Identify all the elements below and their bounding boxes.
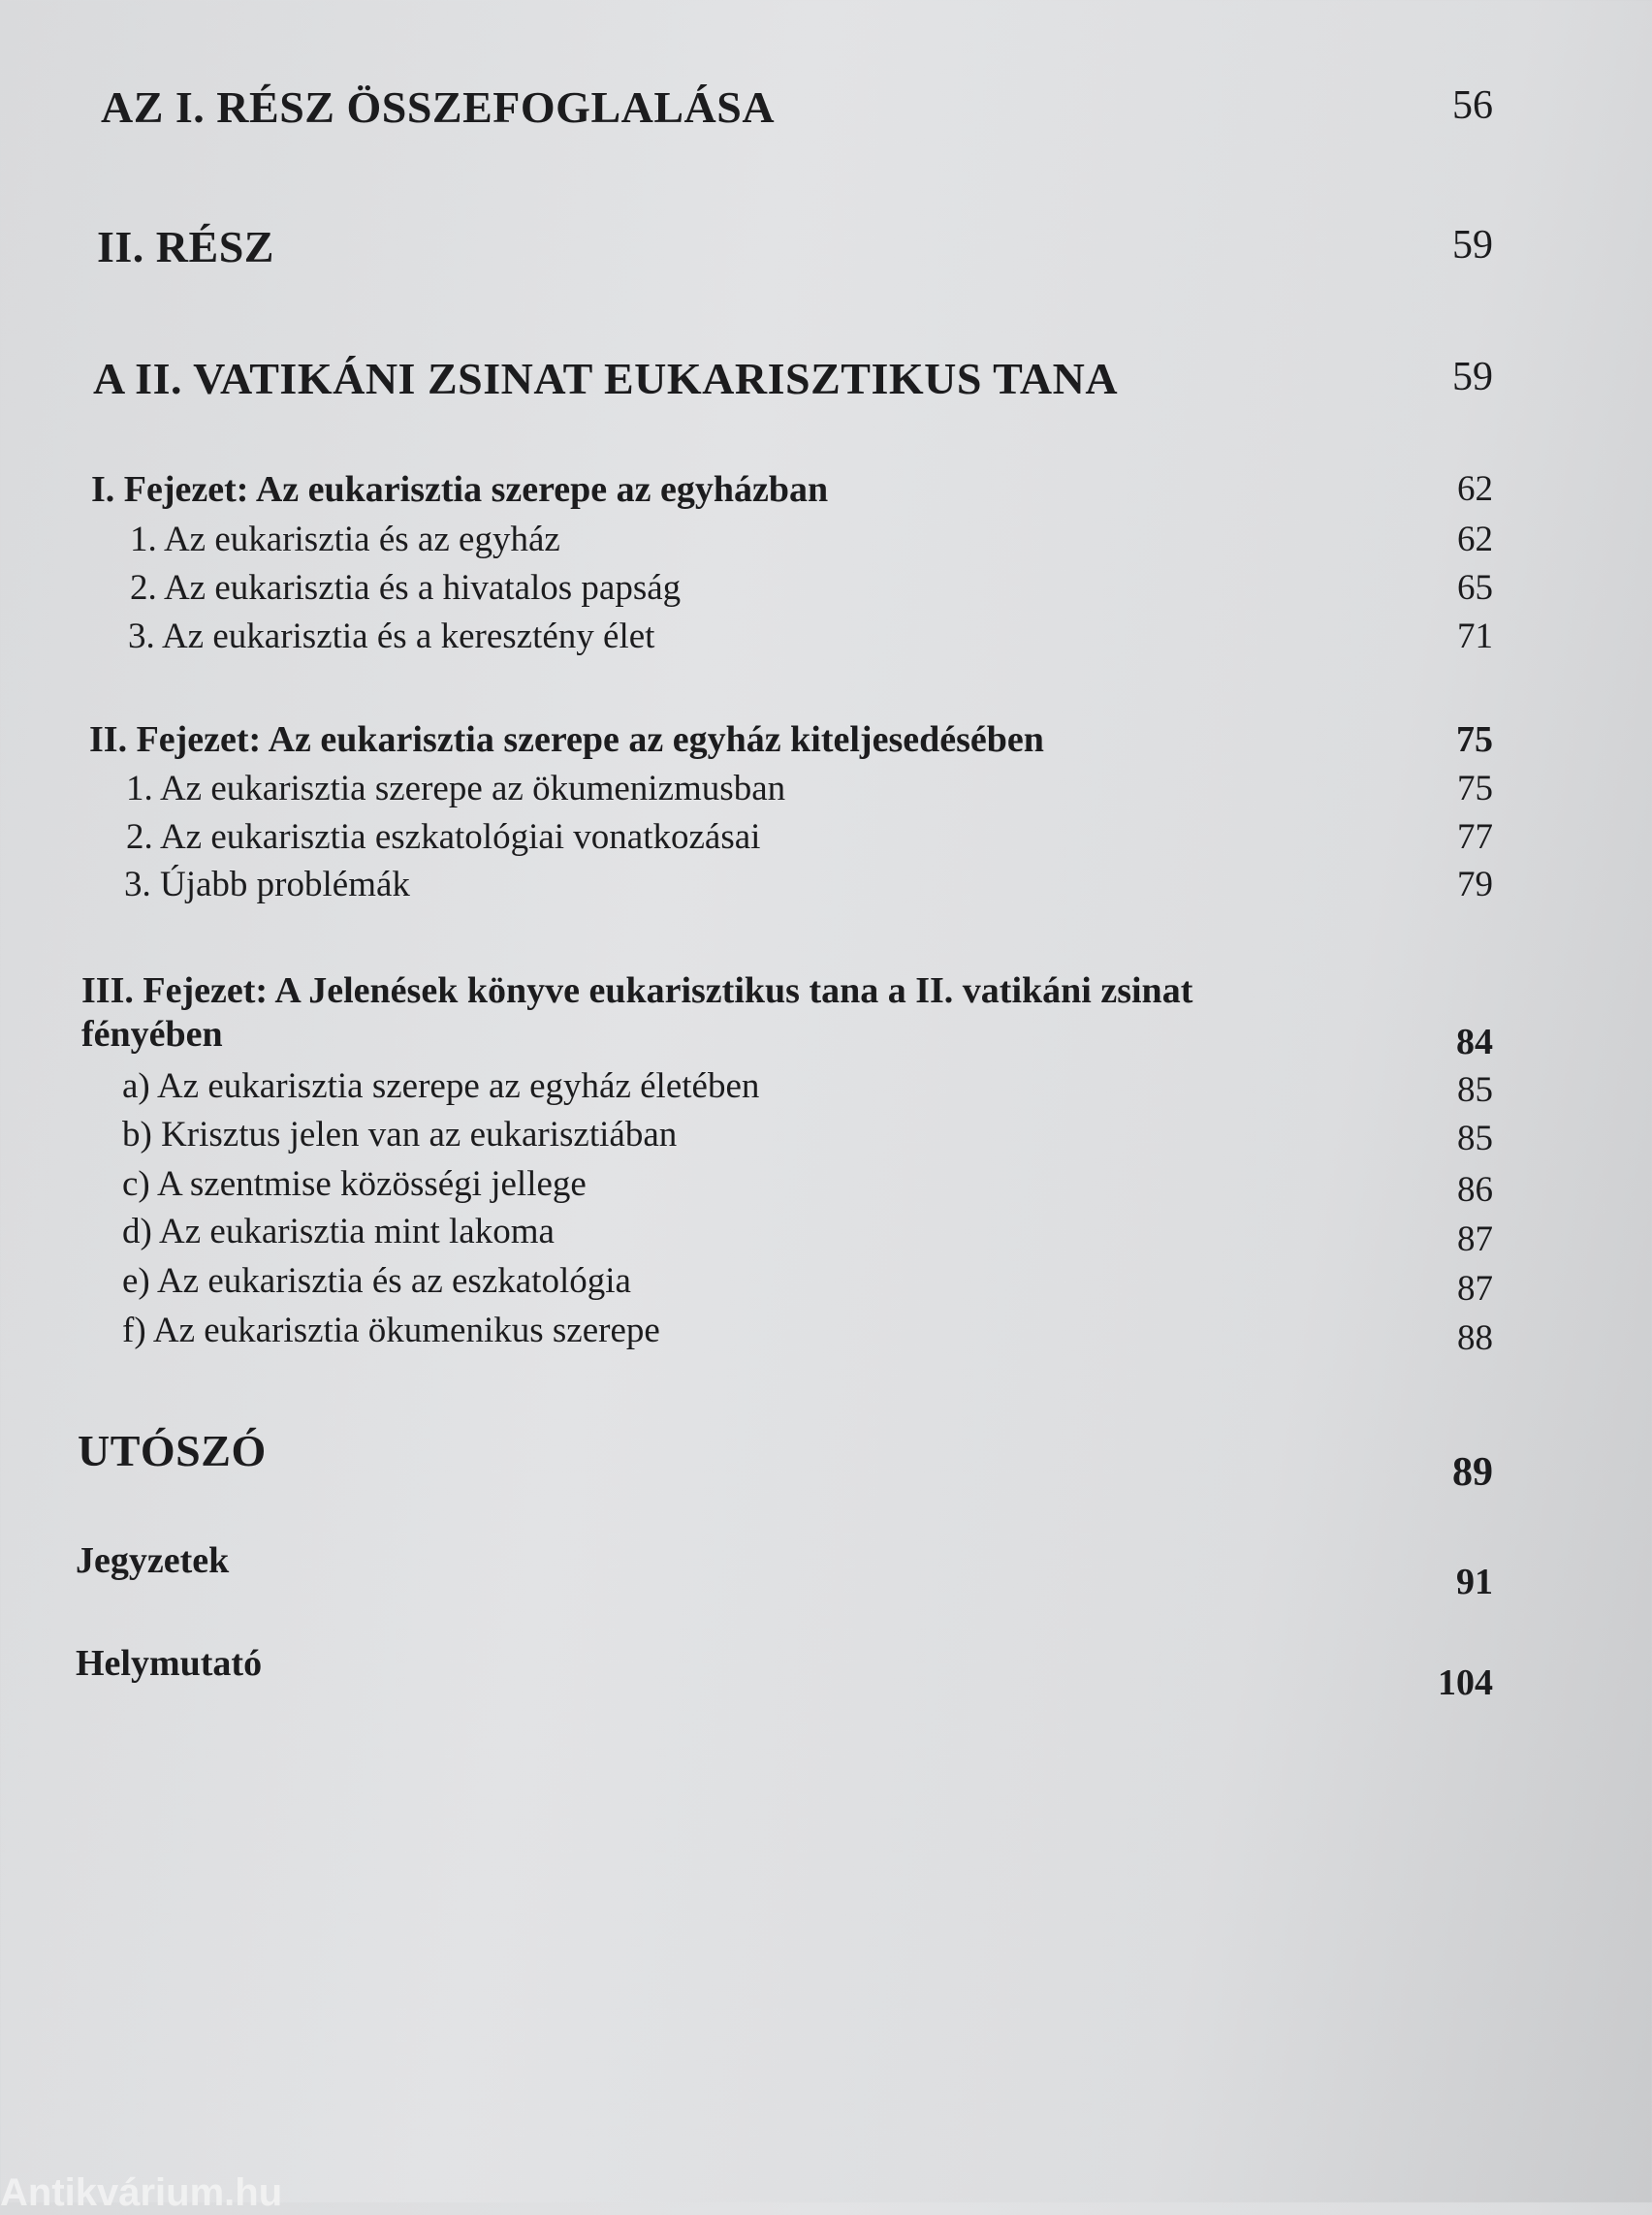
- toc-page-number: 86: [1457, 1170, 1493, 1210]
- toc-title: e) Az eukarisztia és az eszkatológia: [122, 1261, 631, 1301]
- toc-page-number: 84: [1456, 1022, 1493, 1062]
- toc-title: 3. Az eukarisztia és a keresztény élet: [128, 617, 655, 656]
- toc-page-number: 77: [1457, 817, 1493, 857]
- toc-title: I. Fejezet: Az eukarisztia szerepe az egyházban: [91, 469, 829, 510]
- toc-page-number: 59: [1452, 223, 1493, 268]
- toc-page-number: 65: [1457, 568, 1493, 608]
- toc-page-number: 75: [1456, 719, 1493, 760]
- toc-page-number: 75: [1457, 769, 1493, 808]
- toc-title: UTÓSZÓ: [78, 1426, 267, 1475]
- toc-page-number: 56: [1452, 83, 1493, 128]
- toc-title-continued: fényében: [81, 1014, 223, 1055]
- watermark: Antikvárium.hu: [0, 2171, 283, 2214]
- toc-title: Jegyzetek: [76, 1540, 230, 1581]
- toc-page-number: 87: [1457, 1269, 1493, 1309]
- toc-title: Helymutató: [76, 1643, 263, 1684]
- toc-page-number: 79: [1457, 865, 1493, 904]
- toc-page-number: 62: [1457, 520, 1493, 559]
- toc-title: c) A szentmise közösségi jellege: [122, 1164, 587, 1204]
- toc-page-number: 85: [1457, 1119, 1493, 1158]
- toc-page-number: 62: [1457, 469, 1493, 509]
- toc-page-number: 87: [1457, 1219, 1493, 1259]
- toc-title: II. Fejezet: Az eukarisztia szerepe az egyház kiteljesedésében: [89, 719, 1044, 760]
- toc-title: II. RÉSZ: [97, 222, 274, 271]
- toc-page-number: 91: [1456, 1562, 1493, 1602]
- toc-title: III. Fejezet: A Jelenések könyve eukarisztikus tana a II. vatikáni zsinat: [81, 970, 1193, 1011]
- toc-title: 2. Az eukarisztia eszkatológiai vonatkozásai: [126, 817, 761, 857]
- toc-title: A II. VATIKÁNI ZSINAT EUKARISZTIKUS TANA: [93, 354, 1119, 403]
- toc-title: f) Az eukarisztia ökumenikus szerepe: [122, 1311, 660, 1350]
- toc-title: a) Az eukarisztia szerepe az egyház életében: [122, 1066, 760, 1106]
- toc-title: d) Az eukarisztia mint lakoma: [122, 1212, 555, 1251]
- toc-title: 2. Az eukarisztia és a hivatalos papság: [130, 568, 682, 608]
- toc-title: 1. Az eukarisztia és az egyház: [130, 520, 560, 559]
- toc-page-number: 71: [1457, 617, 1493, 656]
- toc-title: 1. Az eukarisztia szerepe az ökumenizmusban: [126, 769, 786, 808]
- toc-page-number: 85: [1457, 1070, 1493, 1110]
- toc-page-number: 88: [1457, 1318, 1493, 1358]
- toc-page-number: 59: [1452, 355, 1493, 399]
- toc-page-number: 104: [1438, 1662, 1493, 1703]
- toc-title: AZ I. RÉSZ ÖSSZEFOGLALÁSA: [101, 82, 776, 132]
- toc-page-number: 89: [1452, 1450, 1493, 1495]
- toc-title: 3. Újabb problémák: [124, 865, 410, 904]
- toc-title: b) Krisztus jelen van az eukarisztiában: [122, 1115, 678, 1155]
